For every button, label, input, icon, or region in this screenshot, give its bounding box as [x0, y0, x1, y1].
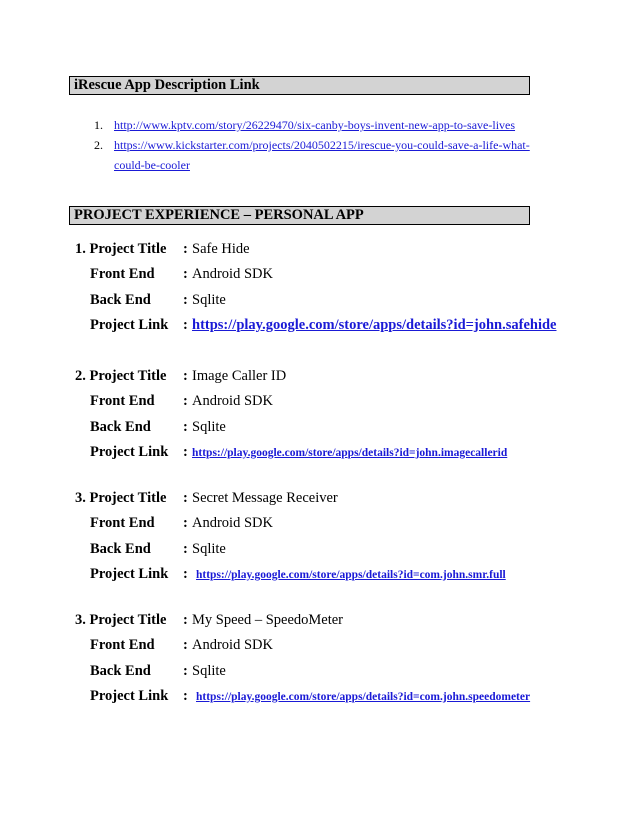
- project-link[interactable]: https://play.google.com/store/apps/details?id=com.john.smr.full: [196, 568, 506, 581]
- project-link-label: Project Link: [90, 443, 169, 460]
- project-link-label: Project Link: [90, 565, 169, 582]
- irescue-link-list: [94, 115, 564, 175]
- section-title: PROJECT EXPERIENCE – PERSONAL APP: [74, 207, 364, 223]
- project-title-value: Secret Message Receiver: [192, 490, 338, 506]
- back-end-label: Back End: [90, 540, 151, 557]
- list-item: [94, 135, 564, 175]
- back-end-label: Back End: [90, 291, 151, 308]
- front-end-value: Android SDK: [192, 266, 273, 283]
- list-item: [94, 115, 564, 135]
- project-link[interactable]: https://play.google.com/store/apps/details?id=john.safehide: [192, 316, 557, 333]
- kptv-story-link[interactable]: http://www.kptv.com/story/26229470/six-canby-boys-invent-new-app-to-save-lives: [114, 118, 516, 132]
- project-entry: 2. Project Title : Image Caller ID Front End : Android SDK Back End : Sqlite Project Link : https://play.google.com/store/apps/details?id=john.imagecallerid: [75, 368, 508, 460]
- back-end-value: Sqlite: [192, 540, 226, 557]
- project-title-value: My Speed – SpeedoMeter: [192, 612, 344, 628]
- project-title-label: 3. Project Title: [75, 612, 167, 628]
- front-end-label: Front End: [90, 515, 155, 532]
- kickstarter-link[interactable]: https://www.kickstarter.com/projects/2040502215/irescue-you-could-save-a-life-what-: [114, 138, 530, 152]
- project-title-label: 1. Project Title: [75, 241, 167, 257]
- back-end-label: Back End: [90, 418, 151, 435]
- front-end-label: Front End: [90, 637, 155, 654]
- section-title: iRescue App Description Link: [74, 77, 260, 93]
- front-end-label: Front End: [90, 266, 155, 283]
- back-end-value: Sqlite: [192, 291, 226, 308]
- project-link-label: Project Link: [90, 316, 169, 333]
- project-entry: 3. Project Title : My Speed – SpeedoMeter Front End : Android SDK Back End : Sqlite Project Link : https://play.google.com/store/apps/details?id=com.john.speedometer: [75, 612, 531, 704]
- project-entry: 3. Project Title : Secret Message Receiver Front End : Android SDK Back End : Sqlite Project Link : https://play.google.com/store/apps/details?id=com.john.smr.full: [75, 490, 506, 582]
- project-title-value: Image Caller ID: [192, 368, 287, 384]
- project-entry: 1. Project Title : Safe Hide Front End : Android SDK Back End : Sqlite Project Link : https://play.google.com/store/apps/details?id=john.safehide: [75, 241, 557, 333]
- kickstarter-link-continued[interactable]: could-be-cooler: [114, 158, 190, 172]
- project-link[interactable]: https://play.google.com/store/apps/details?id=john.imagecallerid: [192, 446, 508, 459]
- project-link[interactable]: https://play.google.com/store/apps/details?id=com.john.speedometer: [196, 690, 531, 703]
- project-title-label: 2. Project Title: [75, 368, 167, 384]
- front-end-value: Android SDK: [192, 515, 273, 532]
- back-end-value: Sqlite: [192, 662, 226, 679]
- project-link-label: Project Link: [90, 687, 169, 704]
- section-header-project-experience: [69, 206, 530, 225]
- back-end-label: Back End: [90, 662, 151, 679]
- list-number: 2.: [94, 138, 103, 152]
- project-title-value: Safe Hide: [192, 241, 250, 257]
- list-number: 1.: [94, 118, 103, 132]
- front-end-value: Android SDK: [192, 393, 273, 410]
- back-end-value: Sqlite: [192, 418, 226, 435]
- front-end-label: Front End: [90, 393, 155, 410]
- project-title-label: 3. Project Title: [75, 490, 167, 506]
- section-header-irescue: [69, 76, 530, 95]
- front-end-value: Android SDK: [192, 637, 273, 654]
